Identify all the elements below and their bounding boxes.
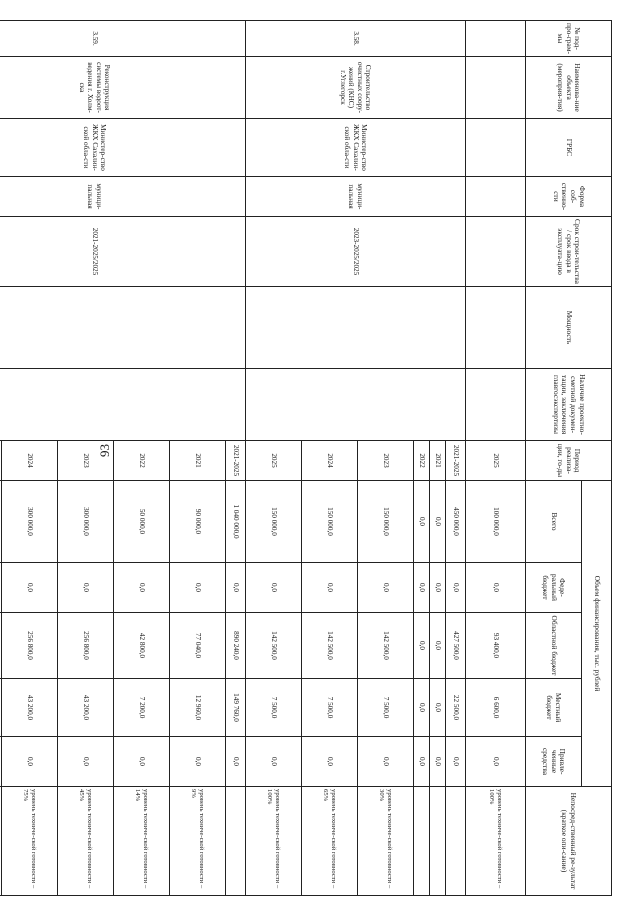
rotated-table-wrapper [22,20,612,895]
cell-regional [0,613,2,679]
cell-grbs [466,119,526,177]
cell-regional: 0,0 [414,613,430,679]
cell-federal: 0,0 [58,563,114,613]
cell-num: 3.59. [0,21,246,57]
header-capacity: Мощность [526,287,612,369]
cell-result [430,787,446,896]
cell-total: 100 000,0 [466,481,526,563]
cell-local: 0,0 [430,679,446,737]
cell-total: 50 000,0 [114,481,170,563]
cell-regional: 142 500,0 [302,613,358,679]
cell-psd [0,369,246,441]
cell-total: 150 000,0 [246,481,302,563]
cell-period: 2024 [2,441,58,481]
cell-federal: 0,0 [170,563,226,613]
cell-regional: 93 400,0 [466,613,526,679]
cell-psd [246,369,466,441]
cell-period: 2022 [414,441,430,481]
cell-federal: 0,0 [358,563,414,613]
financing-table [0,20,612,896]
cell-period: 2025 [466,441,526,481]
cell-federal: 0,0 [246,563,302,613]
header-financing: Объем финансирования, тыс. рублей [582,481,612,787]
cell-total: 450 000,0 [446,481,466,563]
cell-period: 2025 [246,441,302,481]
cell-private [0,737,2,787]
cell-local [0,679,2,737]
cell-private: 0,0 [226,737,246,787]
cell-period: 2021-2025 [226,441,246,481]
cell-regional: 77 040,0 [170,613,226,679]
cell-regional: 256 800,0 [2,613,58,679]
header-local: Местный бюджет [526,679,582,737]
table-row [226,21,246,896]
header-grbs: ГРБС [526,119,612,177]
cell-name [466,57,526,119]
cell-total: 90 000,0 [170,481,226,563]
cell-regional: 142 500,0 [358,613,414,679]
cell-total: 150 000,0 [302,481,358,563]
cell-private: 0,0 [302,737,358,787]
cell-local: 0,0 [414,679,430,737]
cell-period: 2024 [302,441,358,481]
cell-local: 6 600,0 [466,679,526,737]
table-row [446,21,466,896]
cell-private: 0,0 [414,737,430,787]
cell-private: 0,0 [446,737,466,787]
cell-total: 1 040 000,0 [226,481,246,563]
cell-result [0,787,2,896]
cell-private: 0,0 [114,737,170,787]
cell-federal: 0,0 [114,563,170,613]
cell-regional: 427 500,0 [446,613,466,679]
cell-term: 2021-2025/2025 [0,217,246,287]
cell-num [466,21,526,57]
cell-regional: 142 500,0 [246,613,302,679]
header-psd: Наличие проектно-сметной докумен-тации, заключения главгосэкспертизы [526,369,612,441]
cell-period [0,441,2,481]
cell-local: 43 200,0 [2,679,58,737]
cell-own [466,177,526,217]
header-private: Привле-ченные средства [526,737,582,787]
cell-result: уровень техниче-ской готовности – 75% [2,787,58,896]
header-ownership: Форма соб-ственно-сти [526,177,612,217]
cell-capacity [466,287,526,369]
cell-federal: 0,0 [414,563,430,613]
page-number: 93 [97,444,112,458]
cell-result: уровень техниче-ской готовности – 65% [302,787,358,896]
cell-local: 43 200,0 [58,679,114,737]
cell-total: 150 000,0 [358,481,414,563]
cell-local: 7 500,0 [246,679,302,737]
header-term: Срок строи-тельства / срок ввода в эксплуата-цию [526,217,612,287]
cell-own: муници-пальная [246,177,466,217]
cell-private: 0,0 [246,737,302,787]
cell-regional: 890 240,0 [226,613,246,679]
cell-private: 0,0 [2,737,58,787]
cell-name: Реконструкция системы водоот-ведения г. Холм-ска [0,57,246,119]
cell-federal: 0,0 [226,563,246,613]
cell-num: 3.58. [246,21,466,57]
cell-grbs: Министер-ство ЖКХ Сахалин-ской обла-сти [246,119,466,177]
cell-private: 0,0 [170,737,226,787]
cell-local: 7 200,0 [114,679,170,737]
cell-result [414,787,430,896]
cell-term: 2023-2025/2025 [246,217,466,287]
cell-own: муници-пальная [0,177,246,217]
cell-local: 7 500,0 [358,679,414,737]
cell-result [446,787,466,896]
cell-federal: 0,0 [430,563,446,613]
cell-local: 149 760,0 [226,679,246,737]
cell-period: 2023 [58,441,114,481]
header-federal: Феде-ральный бюджет [526,563,582,613]
cell-total: 0,0 [430,481,446,563]
cell-grbs: Министер-ство ЖКХ Сахалин-ской обла-сти [0,119,246,177]
cell-result: уровень техниче-ской готовности – 30% [358,787,414,896]
cell-federal: 0,0 [2,563,58,613]
cell-total: 300 000,0 [58,481,114,563]
cell-term [466,217,526,287]
header-regional: Областной бюджет [526,613,582,679]
cell-private: 0,0 [466,737,526,787]
cell-period: 2023 [358,441,414,481]
cell-period: 2021-2025 [446,441,466,481]
cell-federal: 0,0 [302,563,358,613]
cell-regional: 42 800,0 [114,613,170,679]
cell-federal: 0,0 [446,563,466,613]
header-period: Период реализа-ции, го-ды [526,441,612,481]
cell-result: уровень техниче-ской готовности – 9% [170,787,226,896]
cell-federal: 0,0 [466,563,526,613]
header-name: Наименова-ние объекта (мероприя-тия) [526,57,612,119]
cell-total: 300 000,0 [2,481,58,563]
cell-result: уровень техниче-ской готовности – 100% [246,787,302,896]
cell-private: 0,0 [430,737,446,787]
table-row [466,21,526,896]
cell-local: 22 500,0 [446,679,466,737]
cell-name: Строительство очистных соору-жений (КНС) г.Углегорск [246,57,466,119]
header-num: № под-про-грам-мы [526,21,612,57]
cell-local: 7 500,0 [302,679,358,737]
cell-result: уровень техниче-ской готовности – 14% [114,787,170,896]
cell-result: уровень техниче-ской готовности – 45% [58,787,114,896]
cell-private: 0,0 [358,737,414,787]
cell-period: 2021 [170,441,226,481]
cell-regional: 256 800,0 [58,613,114,679]
cell-regional: 0,0 [430,613,446,679]
cell-capacity [0,287,246,369]
cell-total [0,481,2,563]
header-result: Непосред-ственный ре-зультат (краткое опи-сание) [526,787,612,896]
cell-period: 2021 [430,441,446,481]
cell-capacity [246,287,466,369]
cell-private: 0,0 [58,737,114,787]
cell-result [226,787,246,896]
cell-local: 12 960,0 [170,679,226,737]
header-total: Всего [526,481,582,563]
cell-result: уровень техниче-ской готовности – 100% [466,787,526,896]
cell-period: 2022 [114,441,170,481]
cell-total: 0,0 [414,481,430,563]
cell-federal [0,563,2,613]
cell-psd [466,369,526,441]
